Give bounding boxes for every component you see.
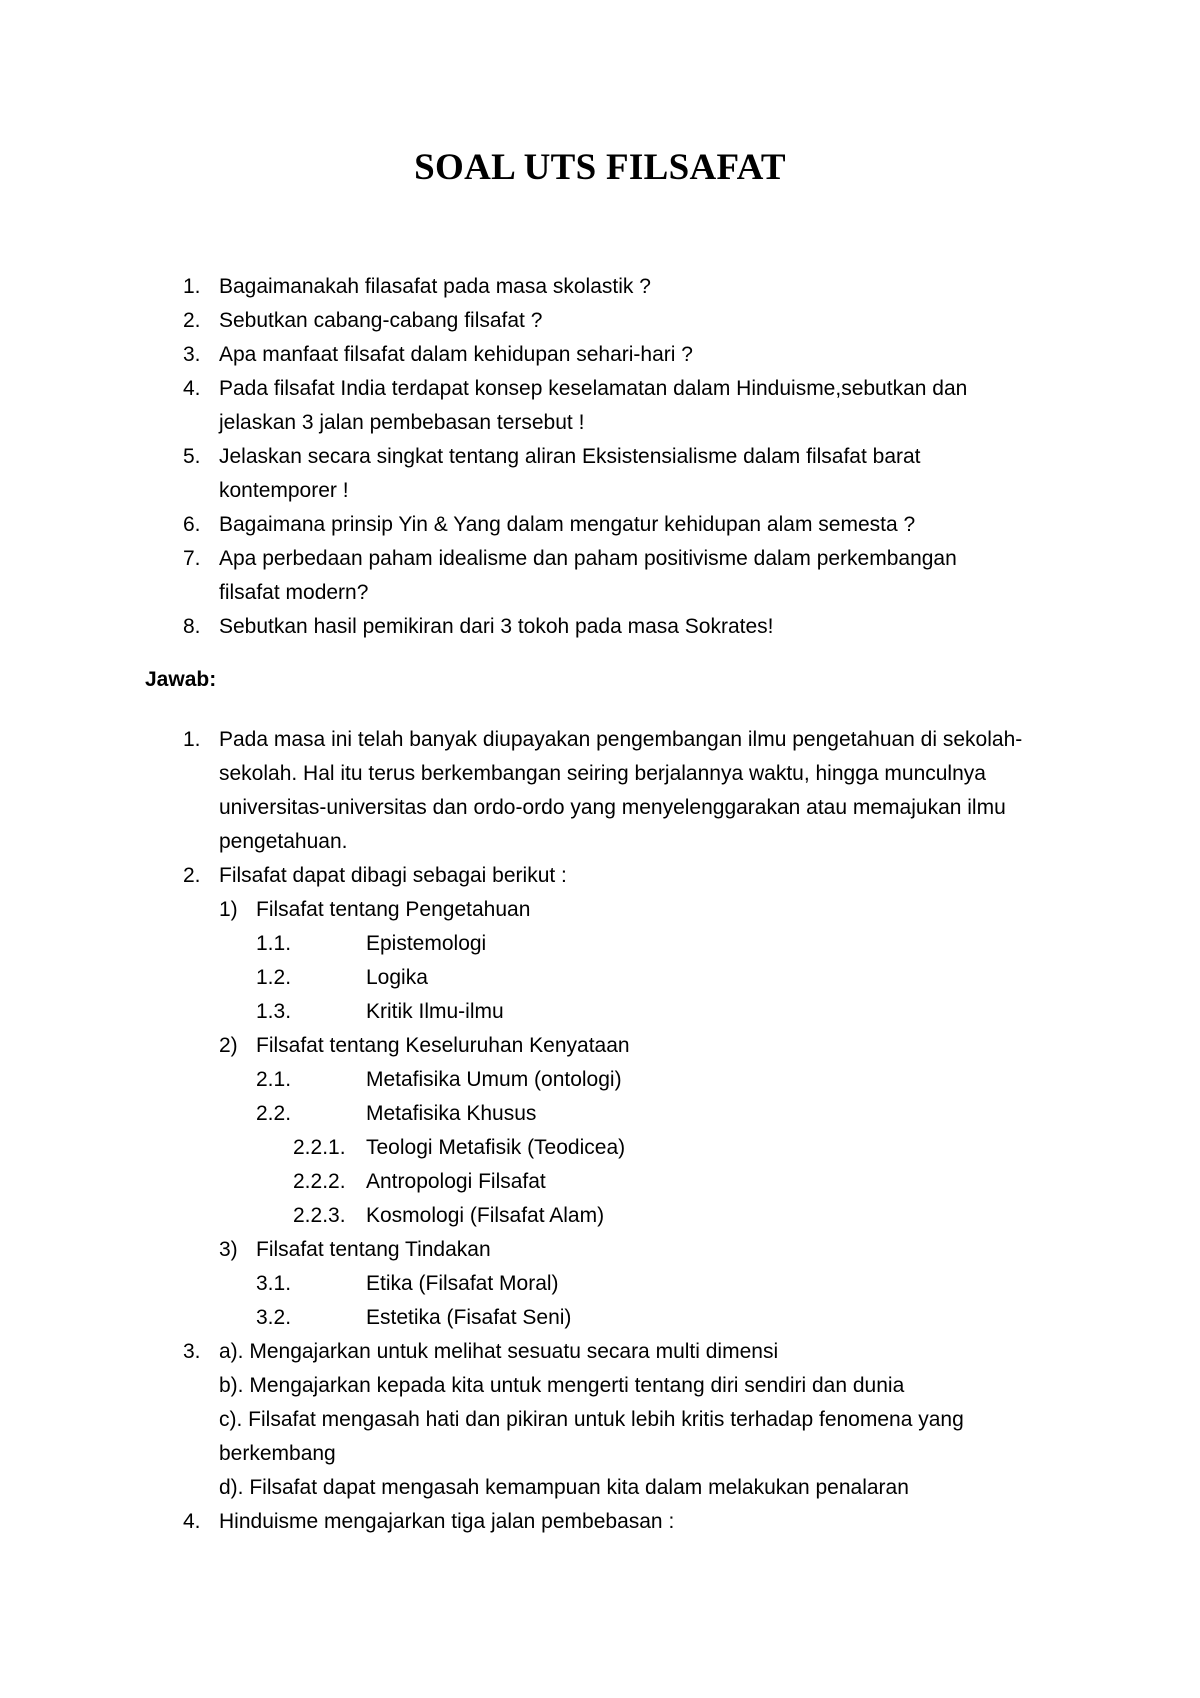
group-number: 2): [219, 1034, 238, 1057]
question-number: 6.: [183, 513, 201, 536]
answer-heading: Jawab:: [145, 668, 217, 691]
question-number: 8.: [183, 615, 201, 638]
item-number: 1.3.: [256, 1000, 292, 1023]
answer-number: 4.: [183, 1510, 201, 1533]
item-number: 3.1.: [256, 1272, 292, 1295]
subitem-label: Teologi Metafisik (Teodicea): [366, 1136, 626, 1159]
answer-text: sekolah. Hal itu terus berkembangan seiring berjalannya waktu, hingga munculnya: [219, 762, 986, 785]
question-number: 3.: [183, 343, 201, 366]
group-label: Filsafat tentang Keseluruhan Kenyataan: [256, 1034, 630, 1057]
answer-text: a). Mengajarkan untuk melihat sesuatu secara multi dimensi: [219, 1340, 779, 1363]
subitem-number: 2.2.2.: [293, 1170, 346, 1193]
question-text: kontemporer !: [219, 479, 349, 502]
answer-text: Hinduisme mengajarkan tiga jalan pembebasan :: [219, 1510, 675, 1533]
question-text: jelaskan 3 jalan pembebasan tersebut !: [219, 411, 585, 434]
item-number: 1.2.: [256, 966, 292, 989]
group-label: Filsafat tentang Tindakan: [256, 1238, 491, 1261]
group-number: 1): [219, 898, 238, 921]
answer-text: universitas-universitas dan ordo-ordo yang menyelenggarakan atau memajukan ilmu: [219, 796, 1006, 819]
question-text: Bagaimana prinsip Yin & Yang dalam mengatur kehidupan alam semesta ?: [219, 513, 916, 536]
question-text: Bagaimanakah filasafat pada masa skolastik ?: [219, 275, 651, 298]
subitem-number: 2.2.3.: [293, 1204, 346, 1227]
question-number: 1.: [183, 275, 201, 298]
question-text: Sebutkan cabang-cabang filsafat ?: [219, 309, 543, 332]
group-label: Filsafat tentang Pengetahuan: [256, 898, 531, 921]
answer-text: Filsafat dapat dibagi sebagai berikut :: [219, 864, 567, 887]
question-text: filsafat modern?: [219, 581, 369, 604]
question-number: 4.: [183, 377, 201, 400]
answer-number: 1.: [183, 728, 201, 751]
item-number: 2.2.: [256, 1102, 292, 1125]
group-number: 3): [219, 1238, 238, 1261]
item-label: Epistemologi: [366, 932, 487, 955]
item-label: Etika (Filsafat Moral): [366, 1272, 559, 1295]
question-number: 2.: [183, 309, 201, 332]
answer-text: berkembang: [219, 1442, 336, 1465]
item-number: 2.1.: [256, 1068, 292, 1091]
answer-number: 2.: [183, 864, 201, 887]
answer-text: c). Filsafat mengasah hati dan pikiran untuk lebih kritis terhadap fenomena yang: [219, 1408, 964, 1431]
subitem-label: Antropologi Filsafat: [366, 1170, 546, 1193]
answer-text: Pada masa ini telah banyak diupayakan pengembangan ilmu pengetahuan di sekolah-: [219, 728, 1023, 751]
item-label: Metafisika Umum (ontologi): [366, 1068, 622, 1091]
document-title: SOAL UTS FILSAFAT: [414, 147, 786, 188]
question-text: Sebutkan hasil pemikiran dari 3 tokoh pada masa Sokrates!: [219, 615, 774, 638]
subitem-number: 2.2.1.: [293, 1136, 346, 1159]
item-label: Kritik Ilmu-ilmu: [366, 1000, 504, 1023]
question-text: Apa perbedaan paham idealisme dan paham positivisme dalam perkembangan: [219, 547, 957, 570]
answer-text: b). Mengajarkan kepada kita untuk mengerti tentang diri sendiri dan dunia: [219, 1374, 905, 1397]
item-label: Logika: [366, 966, 428, 989]
item-number: 3.2.: [256, 1306, 292, 1329]
item-label: Metafisika Khusus: [366, 1102, 537, 1125]
subitem-label: Kosmologi (Filsafat Alam): [366, 1204, 605, 1227]
question-number: 7.: [183, 547, 201, 570]
answer-text: d). Filsafat dapat mengasah kemampuan kita dalam melakukan penalaran: [219, 1476, 909, 1499]
answer-text: pengetahuan.: [219, 830, 348, 853]
answer-number: 3.: [183, 1340, 201, 1363]
question-text: Jelaskan secara singkat tentang aliran Eksistensialisme dalam filsafat barat: [219, 445, 921, 468]
item-label: Estetika (Fisafat Seni): [366, 1306, 572, 1329]
question-number: 5.: [183, 445, 201, 468]
item-number: 1.1.: [256, 932, 292, 955]
question-text: Apa manfaat filsafat dalam kehidupan sehari-hari ?: [219, 343, 693, 366]
question-text: Pada filsafat India terdapat konsep keselamatan dalam Hinduisme,sebutkan dan: [219, 377, 968, 400]
